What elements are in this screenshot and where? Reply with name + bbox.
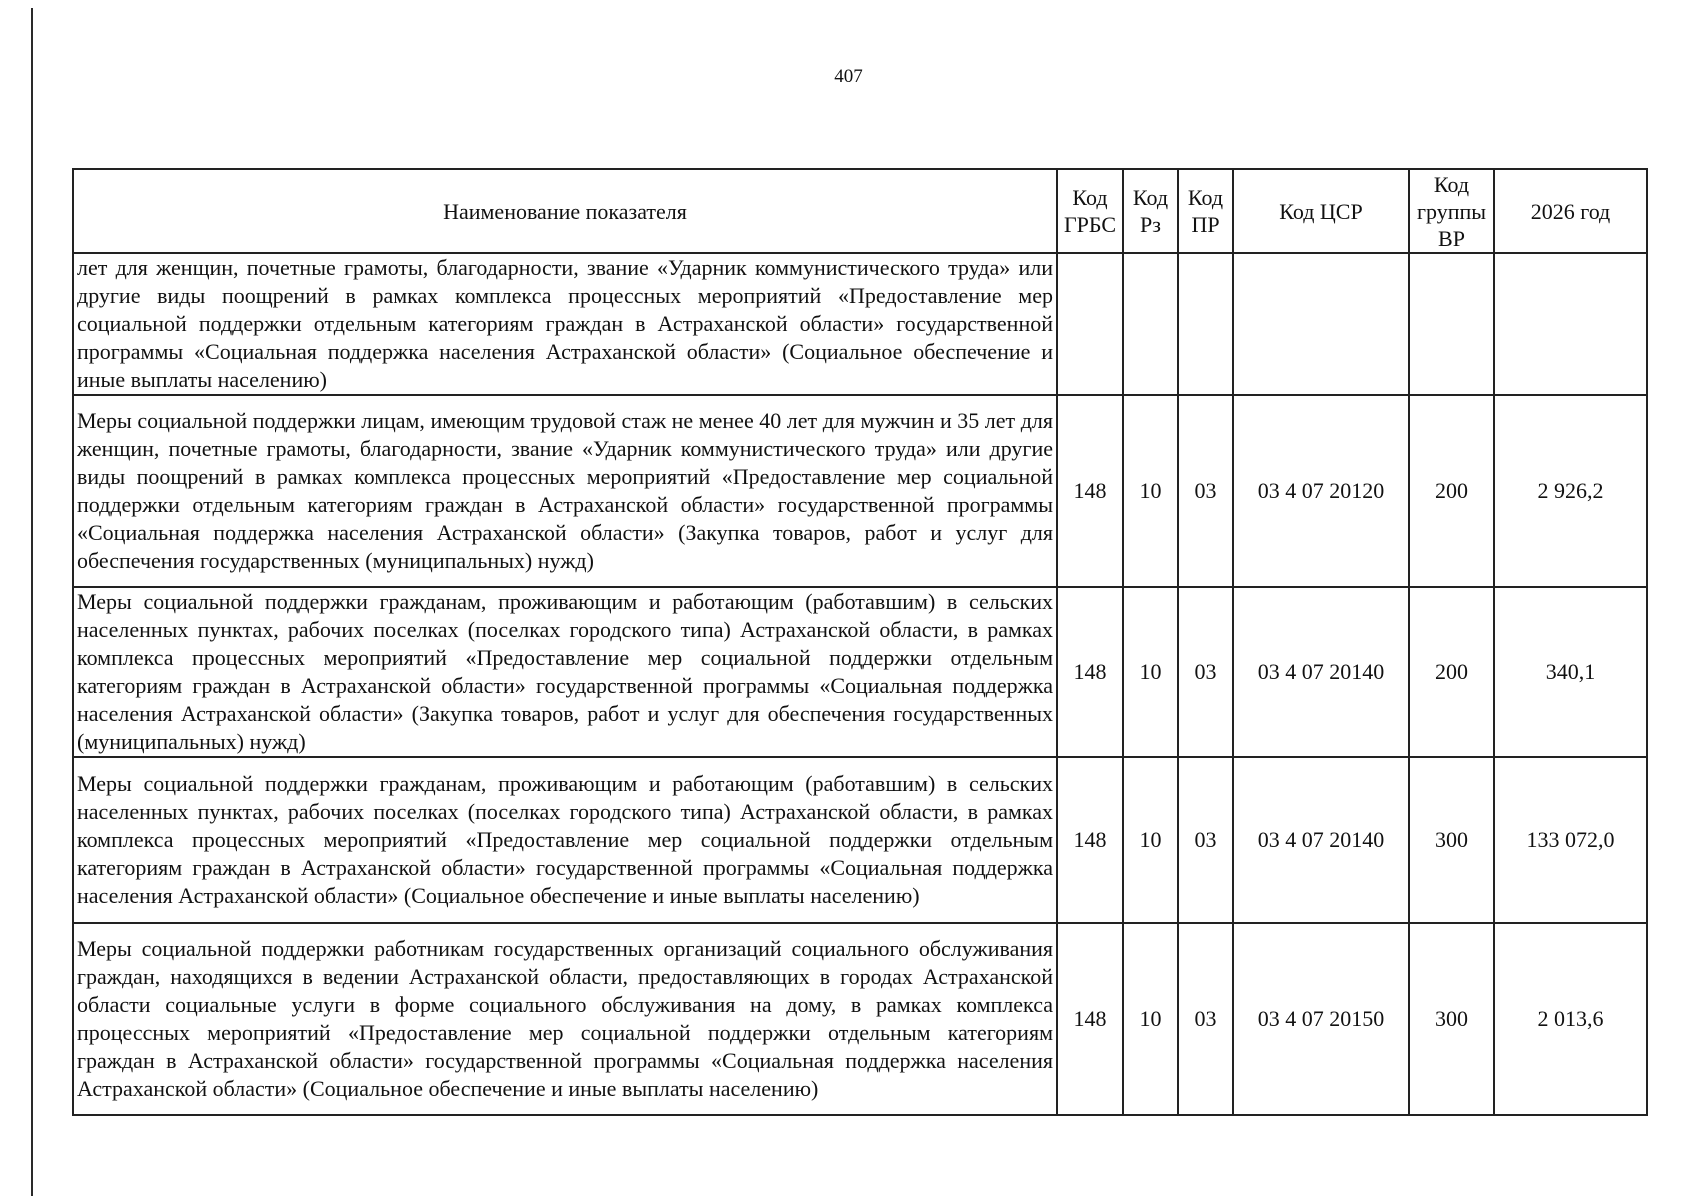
table-row [73, 253, 1647, 395]
row-vr [1409, 253, 1494, 395]
row-amount: 2 013,6 [1494, 923, 1647, 1115]
row-amount [1494, 253, 1647, 395]
header-vr: Код группы ВР [1409, 169, 1494, 253]
row-vr: 200 [1409, 395, 1494, 587]
header-rz: Код Рз [1123, 169, 1178, 253]
table-row [73, 395, 1647, 587]
row-rz: 10 [1123, 395, 1178, 587]
row-rz: 10 [1123, 757, 1178, 923]
row-grbs: 148 [1057, 757, 1123, 923]
table-row [73, 587, 1647, 757]
row-rz: 10 [1123, 587, 1178, 757]
row-csr [1233, 253, 1409, 395]
header-grbs: Код ГРБС [1057, 169, 1123, 253]
binding-line [31, 8, 33, 1196]
header-csr: Код ЦСР [1233, 169, 1409, 253]
row-vr: 300 [1409, 757, 1494, 923]
row-amount: 2 926,2 [1494, 395, 1647, 587]
row-pr: 03 [1178, 395, 1233, 587]
row-vr: 200 [1409, 587, 1494, 757]
header-pr: Код ПР [1178, 169, 1233, 253]
row-grbs: 148 [1057, 395, 1123, 587]
page-number: 407 [834, 66, 863, 87]
row-name: Меры социальной поддержки гражданам, проживающим и работающим (работавшим) в сельских населенных пунктах, рабочих поселках (поселках городского типа) Астраханской области, в рамках комплекса процессных мероприятий «Предоставление мер социальной поддержки отдельным категориям граждан в Астраханской области» государственной программы «Социальная поддержка населения Астраханской области» (Социальное обеспечение и иные выплаты населению) [73, 757, 1057, 923]
row-name: Меры социальной поддержки гражданам, проживающим и работающим (работавшим) в сельских населенных пунктах, рабочих поселках (поселках городского типа) Астраханской области, в рамках комплекса процессных мероприятий «Предоставление мер социальной поддержки отдельным категориям граждан в Астраханской области» государственной программы «Социальная поддержка населения Астраханской области» (Закупка товаров, работ и услуг для обеспечения государственных (муниципальных) нужд) [73, 587, 1057, 757]
row-csr: 03 4 07 20140 [1233, 587, 1409, 757]
header-name: Наименование показателя [73, 169, 1057, 253]
row-csr: 03 4 07 20150 [1233, 923, 1409, 1115]
row-pr: 03 [1178, 587, 1233, 757]
row-name: Меры социальной поддержки работникам государственных организаций социального обслуживания граждан, находящихся в ведении Астраханской области, предоставляющих в городах Астраханской области социальные услуги в форме социального обслуживания на дому, в рамках комплекса процессных мероприятий «Предоставление мер социальной поддержки отдельным категориям граждан в Астраханской области» государственной программы «Социальная поддержка населения Астраханской области» (Социальное обеспечение и иные выплаты населению) [73, 923, 1057, 1115]
row-rz: 10 [1123, 923, 1178, 1115]
row-grbs [1057, 253, 1123, 395]
row-amount: 133 072,0 [1494, 757, 1647, 923]
row-amount: 340,1 [1494, 587, 1647, 757]
row-pr: 03 [1178, 923, 1233, 1115]
row-grbs: 148 [1057, 587, 1123, 757]
row-vr: 300 [1409, 923, 1494, 1115]
row-grbs: 148 [1057, 923, 1123, 1115]
row-pr: 03 [1178, 757, 1233, 923]
header-year: 2026 год [1494, 169, 1647, 253]
row-csr: 03 4 07 20140 [1233, 757, 1409, 923]
table-row [73, 757, 1647, 923]
row-pr [1178, 253, 1233, 395]
table-header-row [73, 169, 1647, 253]
row-rz [1123, 253, 1178, 395]
budget-table [72, 168, 1648, 1116]
row-csr: 03 4 07 20120 [1233, 395, 1409, 587]
row-name: Меры социальной поддержки лицам, имеющим трудовой стаж не менее 40 лет для мужчин и 35 лет для женщин, почетные грамоты, благодарности, звание «Ударник коммунистического труда» или другие виды поощрений в рамках комплекса процессных мероприятий «Предоставление мер социальной поддержки отдельным категориям граждан в Астраханской области» государственной программы «Социальная поддержка населения Астраханской области» (Закупка товаров, работ и услуг для обеспечения государственных (муниципальных) нужд) [73, 395, 1057, 587]
row-name: лет для женщин, почетные грамоты, благодарности, звание «Ударник коммунистического труда» или другие виды поощрений в рамках комплекса процессных мероприятий «Предоставление мер социальной поддержки отдельным категориям граждан в Астраханской области» государственной программы «Социальная поддержка населения Астраханской области» (Социальное обеспечение и иные выплаты населению) [73, 253, 1057, 395]
table-row [73, 923, 1647, 1115]
